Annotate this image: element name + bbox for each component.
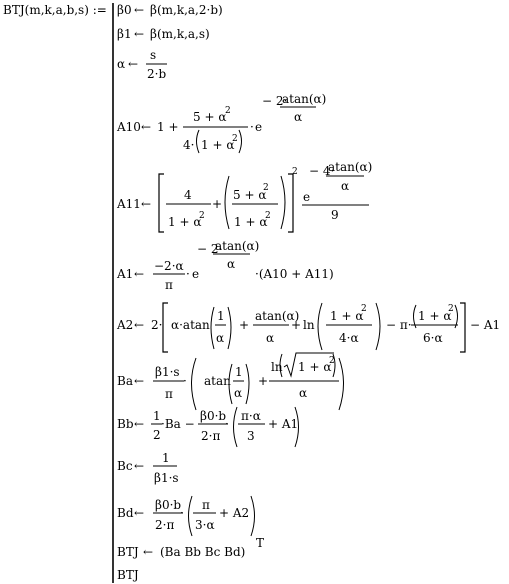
- atan-numerator: atan(α): [255, 309, 300, 323]
- exponent-sign: − 4·: [309, 164, 335, 178]
- A11-frac1-numerator: 4: [184, 188, 192, 202]
- inner-denominator: 3: [247, 429, 255, 443]
- left-paren: [197, 130, 200, 153]
- multiply-dot: ·: [186, 267, 190, 281]
- exponent-2: 2: [448, 304, 454, 314]
- plus-sign: +: [291, 318, 302, 332]
- exponent-2: 2: [232, 134, 238, 144]
- one-numerator: 1: [217, 309, 225, 323]
- line-Bd[interactable]: [117, 496, 255, 536]
- left-bracket: [163, 303, 168, 352]
- Bd-numerator: β0·b: [155, 498, 182, 512]
- assign-arrow: ←: [141, 120, 152, 134]
- assign-arrow: ←: [143, 545, 154, 559]
- alpha-denominator: α: [216, 331, 225, 345]
- left-paren: [192, 358, 197, 410]
- beta0-name: β0: [117, 3, 132, 17]
- plus-A1: + A1: [268, 417, 299, 431]
- Bd-denominator: 2·π: [155, 518, 175, 532]
- beta1-name: β1: [117, 27, 132, 41]
- left-paren: [211, 307, 214, 349]
- exponent-2: 2: [225, 106, 231, 116]
- plus-sign: +: [212, 197, 223, 211]
- exponent-sign: − 2·: [197, 242, 223, 256]
- alpha-denominator: 2·b: [147, 67, 167, 81]
- line-A11[interactable]: [116, 160, 372, 232]
- Ba-name: Ba: [117, 374, 133, 388]
- left-paren: [234, 407, 238, 447]
- assign-arrow: ←: [134, 374, 145, 388]
- A10-denominator-factor: 4·: [183, 138, 195, 152]
- exp-base-e: e: [192, 267, 200, 281]
- multiply-dot: ·: [180, 506, 184, 520]
- beta0-expression: β(m,k,a,2·b): [150, 3, 223, 17]
- assign-arrow: ←: [134, 417, 145, 431]
- one-numerator: 1: [235, 365, 243, 379]
- plus-sign: +: [239, 318, 250, 332]
- left-paren: [225, 176, 229, 229]
- right-paren: [281, 176, 285, 229]
- exponent-2: 2: [263, 183, 269, 193]
- A10-denominator-inner: 1 + α: [201, 138, 235, 152]
- line-A10[interactable]: [116, 92, 326, 153]
- assign-arrow: ←: [134, 267, 145, 281]
- line-beta1[interactable]: [117, 27, 210, 41]
- exp-base-e: e: [255, 120, 263, 134]
- ln-numerator: 1 + α: [330, 309, 364, 323]
- ln-function: ln: [303, 318, 315, 332]
- left-paren: [189, 496, 193, 536]
- A1-tail: ·(A10 + A11): [255, 267, 334, 281]
- line-BTJ[interactable]: [117, 536, 264, 559]
- line-Ba[interactable]: [117, 353, 344, 410]
- alpha-denominator: α: [266, 331, 275, 345]
- right-paren: [246, 364, 249, 404]
- right-paren: [251, 496, 255, 536]
- right-bracket: [460, 303, 465, 352]
- Bc-name: Bc: [117, 459, 133, 473]
- line-Bc[interactable]: [117, 451, 179, 485]
- A11-name: A11: [117, 197, 141, 211]
- Bd-name: Bd: [117, 506, 134, 520]
- transpose-sup: T: [256, 536, 265, 550]
- exponent-numerator: atan(α): [282, 92, 327, 106]
- A11-frac2-numerator: 5 + α: [233, 188, 267, 202]
- exponent-numerator: atan(α): [215, 239, 260, 253]
- A11-frac1-denominator: 1 + α: [168, 215, 202, 229]
- A10-name: A10: [117, 120, 141, 134]
- ln-function: ln: [271, 360, 283, 374]
- exponent-2: 2: [199, 211, 205, 221]
- line-alpha[interactable]: [117, 48, 167, 81]
- exponent-2: 2: [361, 304, 367, 314]
- assign-arrow: ←: [128, 57, 139, 71]
- sqrt-argument: 1 + α: [298, 360, 332, 374]
- A11-frac2-denominator: 1 + α: [234, 215, 268, 229]
- line-Bb[interactable]: [117, 407, 299, 447]
- exponent-2: 2: [265, 211, 271, 221]
- pi-fraction-denominator: 6·α: [423, 331, 443, 345]
- exp-base-e: e: [303, 190, 311, 204]
- right-paren: [376, 303, 380, 350]
- alpha-denominator: α: [234, 386, 243, 400]
- right-bracket: [288, 174, 293, 232]
- ln-denominator: 4·α: [339, 331, 359, 345]
- line-A2[interactable]: [116, 303, 500, 352]
- Bb-numerator: β0·b: [200, 409, 227, 423]
- beta1-expression: β(m,k,a,s): [150, 27, 210, 41]
- multiply-dot: ·: [183, 374, 187, 388]
- assign-arrow: ←: [134, 459, 145, 473]
- assign-arrow: ←: [134, 3, 145, 17]
- BTJ-row-vector: (Ba Bb Bc Bd): [160, 545, 246, 559]
- Ba-minus: ·Ba −: [161, 417, 195, 431]
- Bc-numerator: 1: [162, 451, 170, 465]
- multiply-dot: ·: [225, 417, 229, 431]
- Ba-denominator: π: [165, 387, 173, 401]
- A1-denominator: π: [165, 278, 173, 292]
- exponent-denominator: α: [227, 257, 236, 271]
- plus-A2: + A2: [219, 506, 250, 520]
- Bc-denominator: β1·s: [154, 471, 179, 485]
- minus-pi: − π·: [386, 318, 412, 332]
- function-definition[interactable]: BTJ(m,k,a,b,s) :=: [3, 3, 107, 17]
- return-value[interactable]: BTJ: [117, 568, 139, 582]
- BTJ-name: BTJ: [117, 545, 139, 559]
- alpha-name: α: [117, 57, 126, 71]
- assign-arrow: ←: [134, 27, 145, 41]
- plus-sign: +: [258, 374, 269, 388]
- exponent-sign: − 2·: [262, 94, 288, 108]
- alpha-numerator: s: [150, 48, 157, 62]
- left-paren: [318, 303, 322, 350]
- right-paren: [239, 130, 242, 153]
- two-times: 2·: [151, 318, 163, 332]
- A2-name: A2: [117, 318, 134, 332]
- assign-arrow: ←: [134, 506, 145, 520]
- A10-numerator: 5 + α: [193, 110, 227, 124]
- A1-name: A1: [117, 267, 134, 281]
- half-denominator: 2: [153, 428, 161, 442]
- one-plus: 1 +: [157, 120, 179, 134]
- assign-arrow: ←: [141, 197, 152, 211]
- inner-numerator: π: [202, 498, 210, 512]
- Ba-numerator: β1·s: [155, 365, 180, 379]
- alpha-atan: α·atan: [171, 318, 210, 332]
- A1-numerator: −2·α: [154, 259, 184, 273]
- exponent-denominator: α: [294, 110, 303, 124]
- Bb-name: Bb: [117, 417, 134, 431]
- alpha-denominator: α: [299, 386, 308, 400]
- left-bracket: [159, 174, 164, 232]
- minus-A1: − A1: [470, 318, 501, 332]
- half-numerator: 1: [153, 409, 161, 423]
- right-paren: [339, 358, 344, 410]
- exponent-2: 2: [292, 167, 298, 177]
- assign-arrow: ←: [134, 318, 145, 332]
- A11-denominator: 9: [331, 208, 339, 222]
- multiply-dot: ·: [250, 120, 254, 134]
- line-A1[interactable]: [116, 239, 334, 292]
- inner-numerator: π·α: [241, 409, 261, 423]
- pi-fraction-numerator: 1 + α: [418, 309, 452, 323]
- line-beta0[interactable]: [117, 3, 223, 17]
- Bb-denominator: 2·π: [201, 429, 221, 443]
- exponent-denominator: α: [341, 179, 350, 193]
- atan-function: atan: [204, 374, 231, 388]
- exponent-numerator: atan(α): [328, 160, 373, 174]
- inner-denominator: 3·α: [195, 518, 215, 532]
- right-paren: [228, 307, 231, 349]
- exponent-2: 2: [329, 356, 335, 366]
